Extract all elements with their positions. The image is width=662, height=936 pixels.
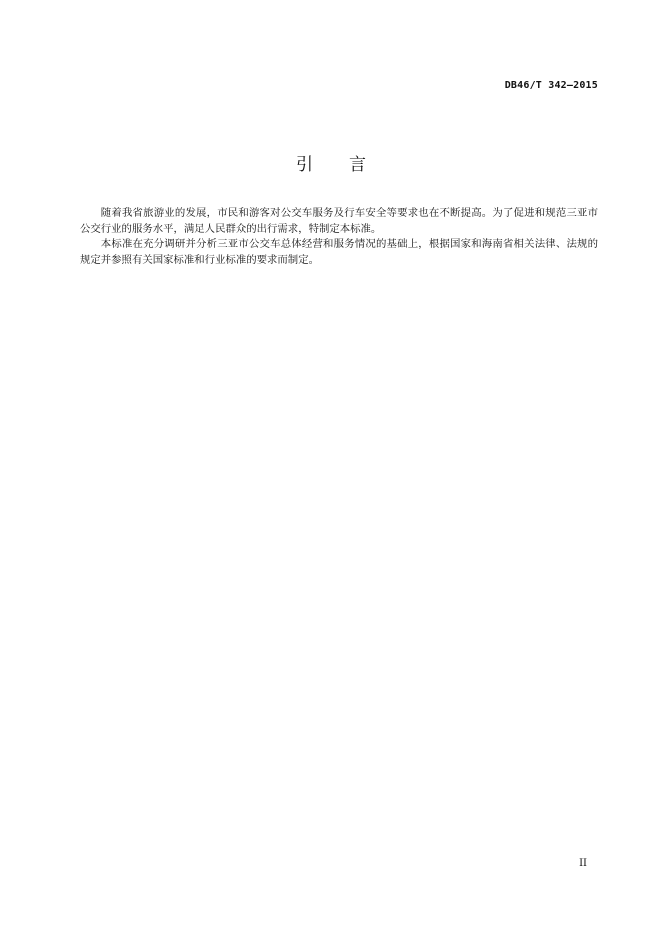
standard-code: DB46/T 342—2015 xyxy=(504,80,598,91)
page-number: II xyxy=(579,858,587,869)
paragraph: 随着我省旅游业的发展，市民和游客对公交车服务及行车安全等要求也在不断提高。为了促进和规范三亚市公交行业的服务水平，满足人民群众的出行需求，特制定本标准。 xyxy=(80,207,598,235)
page-title: 引言 xyxy=(296,155,402,175)
body-text xyxy=(80,206,598,268)
paragraph: 本标准在充分调研并分析三亚市公交车总体经营和服务情况的基础上，根据国家和海南省相关法律、法规的规定并参照有关国家标准和行业标准的要求而制定。 xyxy=(80,238,598,266)
